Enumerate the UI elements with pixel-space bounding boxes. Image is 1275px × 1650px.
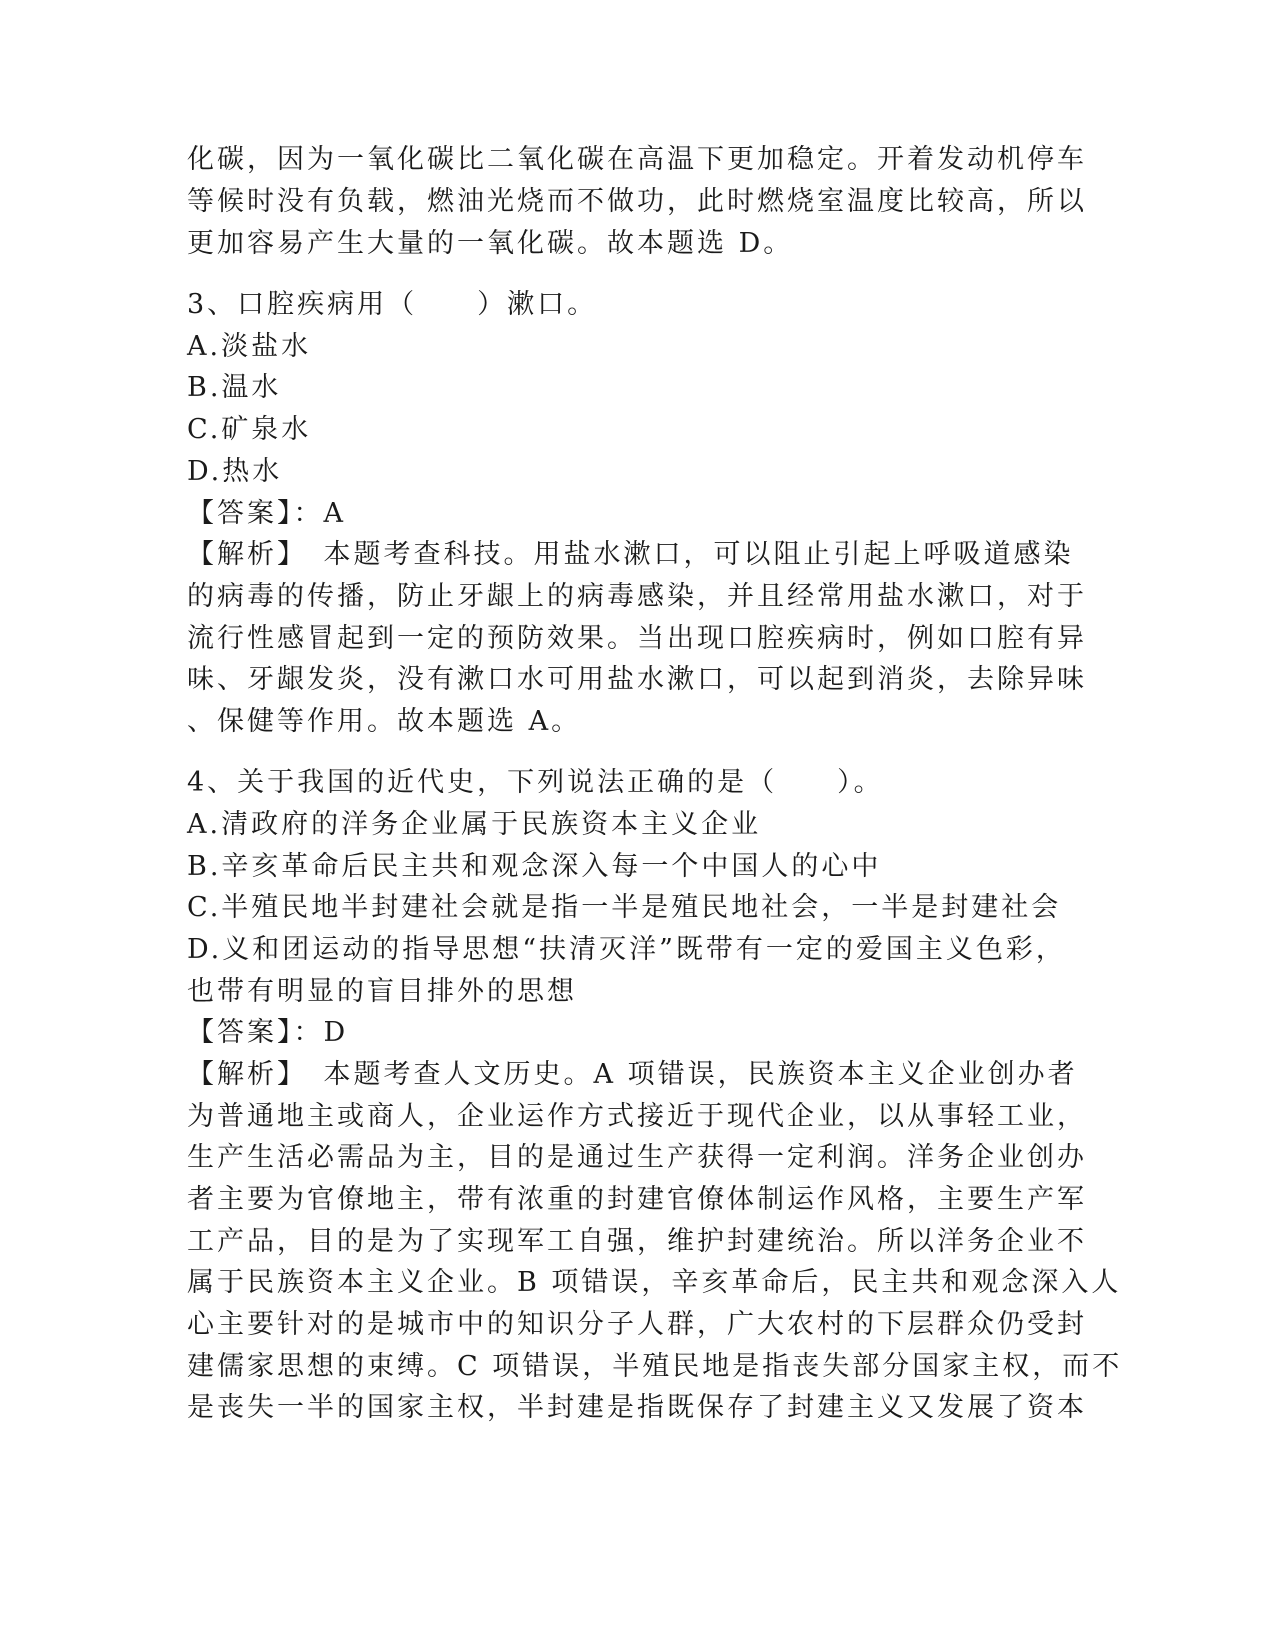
text-line: 属于民族资本主义企业。B 项错误，辛亥革命后，民主共和观念深入人 [187, 1267, 1122, 1298]
text-line: 、保健等作用。故本题选 A。 [187, 706, 582, 737]
analysis-line: 【解析】 本题考查人文历史。A 项错误，民族资本主义企业创办者 [187, 1059, 1078, 1090]
question-4-stem: 4、关于我国的近代史，下列说法正确的是（ ）。 [187, 767, 884, 798]
text-line: 为普通地主或商人，企业运作方式接近于现代企业，以从事轻工业， [187, 1101, 1087, 1132]
text-line: 心主要针对的是城市中的知识分子人群，广大农村的下层群众仍受封 [187, 1309, 1087, 1340]
option-a: A.清政府的洋务企业属于民族资本主义企业 [187, 809, 762, 840]
text-line: 味、牙龈发炎，没有漱口水可用盐水漱口，可以起到消炎，去除异味 [187, 664, 1087, 695]
answer-line: 【答案】：A [187, 498, 346, 529]
text-line: 建儒家思想的束缚。C 项错误，半殖民地是指丧失部分国家主权，而不 [187, 1351, 1123, 1382]
option-d: D.热水 [187, 456, 283, 487]
text-line: 化碳，因为一氧化碳比二氧化碳在高温下更加稳定。开着发动机停车 [187, 144, 1087, 175]
text-line: 者主要为官僚地主，带有浓重的封建官僚体制运作风格，主要生产军 [187, 1184, 1087, 1215]
text-line: 流行性感冒起到一定的预防效果。当出现口腔疾病时，例如口腔有异 [187, 623, 1087, 654]
text-line: 生产生活必需品为主，目的是通过生产获得一定利润。洋务企业创办 [187, 1142, 1087, 1173]
answer-line: 【答案】：D [187, 1017, 349, 1048]
option-a: A.淡盐水 [187, 331, 312, 362]
text-line: 是丧失一半的国家主权，半封建是指既保存了封建主义又发展了资本 [187, 1392, 1087, 1423]
analysis-line: 【解析】 本题考查科技。用盐水漱口，可以阻止引起上呼吸道感染 [187, 539, 1074, 570]
question-3-stem: 3、口腔疾病用（ ）漱口。 [187, 289, 598, 320]
text-line: 的病毒的传播，防止牙龈上的病毒感染，并且经常用盐水漱口，对于 [187, 581, 1087, 612]
option-b: B.辛亥革命后民主共和观念深入每一个中国人的心中 [187, 851, 882, 882]
option-d: D.义和团运动的指导思想“扶清灭洋”既带有一定的爱国主义色彩， [187, 934, 1066, 965]
option-c: C.矿泉水 [187, 414, 312, 445]
option-b: B.温水 [187, 372, 282, 403]
option-c: C.半殖民地半封建社会就是指一半是殖民地社会，一半是封建社会 [187, 892, 1062, 923]
text-line: 工产品，目的是为了实现军工自强，维护封建统治。所以洋务企业不 [187, 1226, 1087, 1257]
text-line: 等候时没有负载，燃油光烧而不做功，此时燃烧室温度比较高，所以 [187, 186, 1087, 217]
text-line: 更加容易产生大量的一氧化碳。故本题选 D。 [187, 228, 794, 259]
text-line: 也带有明显的盲目排外的思想 [187, 976, 577, 1007]
